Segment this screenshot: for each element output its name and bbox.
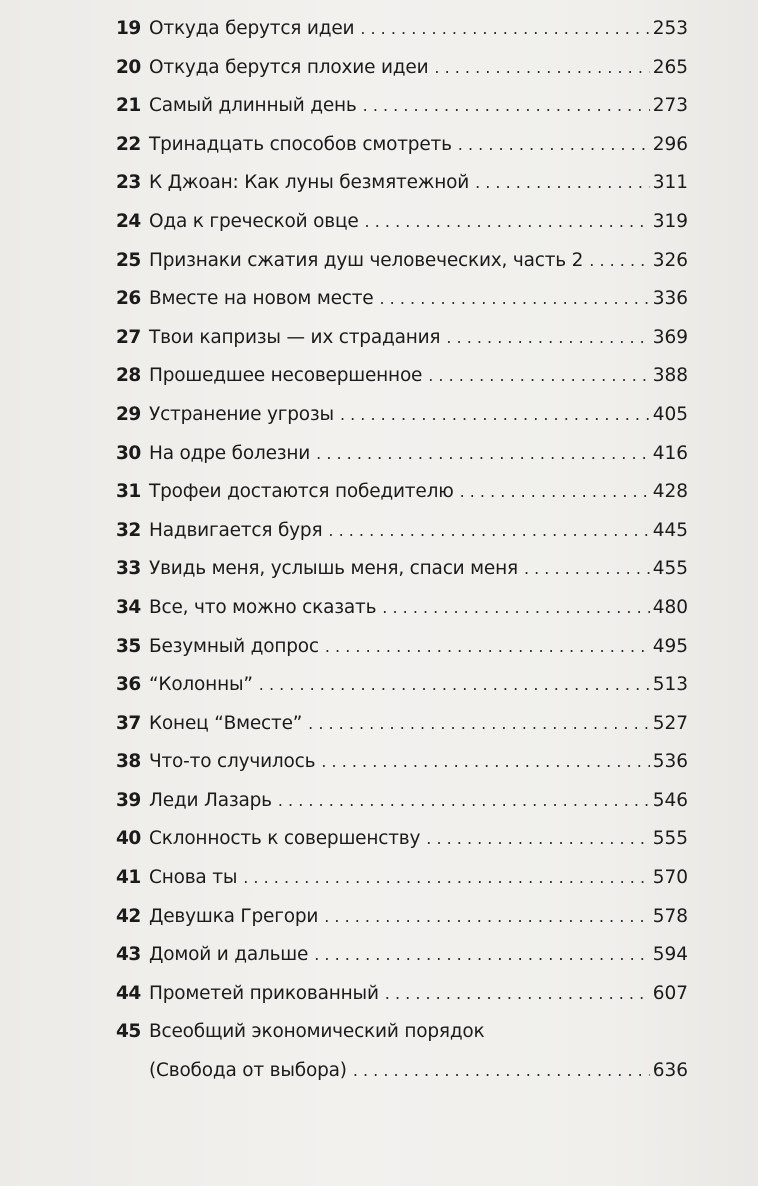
- chapter-title: Девушка Грегори: [149, 905, 319, 927]
- chapter-number: 43: [116, 944, 141, 966]
- toc-entry: [116, 280, 688, 319]
- chapter-number: 28: [116, 365, 141, 387]
- dot-leader: [340, 396, 650, 435]
- chapter-title: Вместе на новом месте: [149, 288, 374, 310]
- dot-leader: [458, 126, 650, 165]
- toc-entry: [116, 589, 688, 628]
- chapter-title: Самый длинный день: [149, 95, 357, 117]
- chapter-number: 37: [116, 712, 141, 734]
- toc-entry: [116, 975, 688, 1014]
- dot-leader: [325, 628, 650, 667]
- dot-leader: [314, 936, 649, 975]
- toc-entry: [116, 242, 688, 281]
- page-number: 416: [652, 442, 688, 464]
- chapter-title: На одре болезни: [149, 442, 311, 464]
- chapter-title: Тринадцать способов смотреть: [149, 133, 452, 155]
- chapter-number: 27: [116, 326, 141, 348]
- dot-leader: [382, 589, 649, 628]
- chapter-number: 38: [116, 751, 141, 773]
- dot-leader: [316, 435, 650, 474]
- toc-entry: [116, 550, 688, 589]
- chapter-title: Снова ты: [149, 867, 238, 889]
- page-number: 536: [652, 751, 688, 773]
- chapter-title: Прометей прикованный: [149, 982, 379, 1004]
- chapter-number: 21: [116, 95, 141, 117]
- chapter-number: 45: [116, 1021, 141, 1043]
- dot-leader: [428, 357, 649, 396]
- toc-entry: [116, 357, 688, 396]
- page-number: 369: [652, 326, 688, 348]
- page-number: 594: [652, 944, 688, 966]
- page-number: 273: [652, 95, 688, 117]
- chapter-number: 39: [116, 789, 141, 811]
- chapter-number: 29: [116, 403, 141, 425]
- chapter-number: 25: [116, 249, 141, 271]
- dot-leader: [426, 820, 649, 859]
- dot-leader: [278, 782, 650, 821]
- chapter-title: Твои капризы — их страдания: [149, 326, 441, 348]
- toc-entry: [116, 396, 688, 435]
- chapter-title: “Колонны”: [149, 674, 253, 696]
- chapter-title: Ода к греческой овце: [149, 210, 359, 232]
- dot-leader: [380, 280, 650, 319]
- chapter-number: 36: [116, 674, 141, 696]
- page-number: 405: [652, 403, 688, 425]
- dot-leader: [446, 319, 649, 358]
- page-number: 578: [652, 905, 688, 927]
- chapter-title: Конец “Вместе”: [149, 712, 303, 734]
- chapter-title: Склонность к совершенству: [149, 828, 421, 850]
- toc-entry: [116, 203, 688, 242]
- dot-leader: [365, 203, 650, 242]
- dot-leader: [243, 859, 649, 898]
- dot-leader: [460, 473, 650, 512]
- toc-entry: [116, 705, 688, 744]
- dot-leader: [328, 512, 649, 551]
- toc-entry: [116, 126, 688, 165]
- toc-entry: [116, 628, 688, 667]
- toc-entry: [116, 1013, 688, 1052]
- page-number: 296: [652, 133, 688, 155]
- toc-entry: [116, 666, 688, 705]
- chapter-title: Леди Лазарь: [149, 789, 272, 811]
- page-number: 555: [652, 828, 688, 850]
- table-of-contents: [116, 10, 688, 1091]
- toc-entry: [116, 10, 688, 49]
- chapter-title: Устранение угрозы: [149, 403, 334, 425]
- page-number: 570: [652, 867, 688, 889]
- chapter-number: 35: [116, 635, 141, 657]
- page-number: 311: [652, 172, 688, 194]
- chapter-number: 26: [116, 288, 141, 310]
- page-number: 428: [652, 481, 688, 503]
- dot-leader: [524, 550, 650, 589]
- chapter-number: 31: [116, 481, 141, 503]
- dot-leader: [363, 87, 650, 126]
- chapter-title: Откуда берутся идеи: [149, 18, 355, 39]
- page-number: 513: [652, 674, 688, 696]
- page-number: 336: [652, 288, 688, 310]
- page-number: 607: [652, 982, 688, 1004]
- toc-entry: [116, 435, 688, 474]
- chapter-title: Что-то случилось: [149, 751, 316, 773]
- chapter-number: 41: [116, 867, 141, 889]
- dot-leader: [589, 242, 649, 281]
- chapter-number: 32: [116, 519, 141, 541]
- dot-leader: [360, 10, 649, 49]
- chapter-title: Увидь меня, услышь меня, спаси меня: [149, 558, 518, 580]
- toc-entry: [116, 743, 688, 782]
- chapter-number: 42: [116, 905, 141, 927]
- page-number: 388: [652, 365, 688, 387]
- chapter-number: 24: [116, 210, 141, 232]
- page-number: 319: [652, 210, 688, 232]
- toc-entry: [116, 820, 688, 859]
- chapter-number: 33: [116, 558, 141, 580]
- page-number: 546: [652, 789, 688, 811]
- toc-entry: [116, 49, 688, 88]
- chapter-number: 23: [116, 172, 141, 194]
- chapter-number: 19: [116, 18, 141, 39]
- page-number: 445: [652, 519, 688, 541]
- chapter-title: К Джоан: Как луны безмятежной: [149, 172, 470, 194]
- toc-entry: [116, 164, 688, 203]
- dot-leader: [259, 666, 650, 705]
- chapter-title: Трофеи достаются победителю: [149, 481, 454, 503]
- page-number: 495: [652, 635, 688, 657]
- chapter-number: 20: [116, 56, 141, 78]
- chapter-title: Все, что можно сказать: [149, 596, 377, 618]
- dot-leader: [385, 975, 650, 1014]
- chapter-title: Безумный допрос: [149, 635, 319, 657]
- toc-entry: [116, 936, 688, 975]
- toc-entry: [116, 512, 688, 551]
- chapter-number: 34: [116, 596, 141, 618]
- toc-entry: [116, 859, 688, 898]
- page-number: 636: [652, 1060, 688, 1082]
- chapter-number: 44: [116, 982, 141, 1004]
- toc-entry: [116, 319, 688, 358]
- page-number: 455: [652, 558, 688, 580]
- chapter-title-continuation: (Свобода от выбора): [149, 1060, 347, 1082]
- dot-leader: [308, 705, 650, 744]
- page-number: 480: [652, 596, 688, 618]
- chapter-title: Надвигается буря: [149, 519, 323, 541]
- chapter-number: 22: [116, 133, 141, 155]
- page-number: 326: [652, 249, 688, 271]
- dot-leader: [434, 49, 649, 88]
- toc-entry: [116, 898, 688, 937]
- chapter-title: Домой и дальше: [149, 944, 309, 966]
- toc-entry: [116, 87, 688, 126]
- page-number: 265: [652, 56, 688, 78]
- page-number: 253: [652, 18, 688, 39]
- toc-entry: [116, 782, 688, 821]
- chapter-title: Откуда берутся плохие идеи: [149, 56, 429, 78]
- toc-entry-continuation: [116, 1052, 688, 1091]
- chapter-number: 30: [116, 442, 141, 464]
- dot-leader: [321, 743, 649, 782]
- toc-entry: [116, 473, 688, 512]
- chapter-number: 40: [116, 828, 141, 850]
- dot-leader: [475, 164, 650, 203]
- dot-leader: [324, 898, 649, 937]
- dot-leader: [353, 1052, 650, 1091]
- page-number: 527: [652, 712, 688, 734]
- chapter-title: Прошедшее несовершенное: [149, 365, 423, 387]
- chapter-title: Всеобщий экономический порядок: [149, 1021, 485, 1043]
- chapter-title: Признаки сжатия душ человеческих, часть 2: [149, 249, 584, 271]
